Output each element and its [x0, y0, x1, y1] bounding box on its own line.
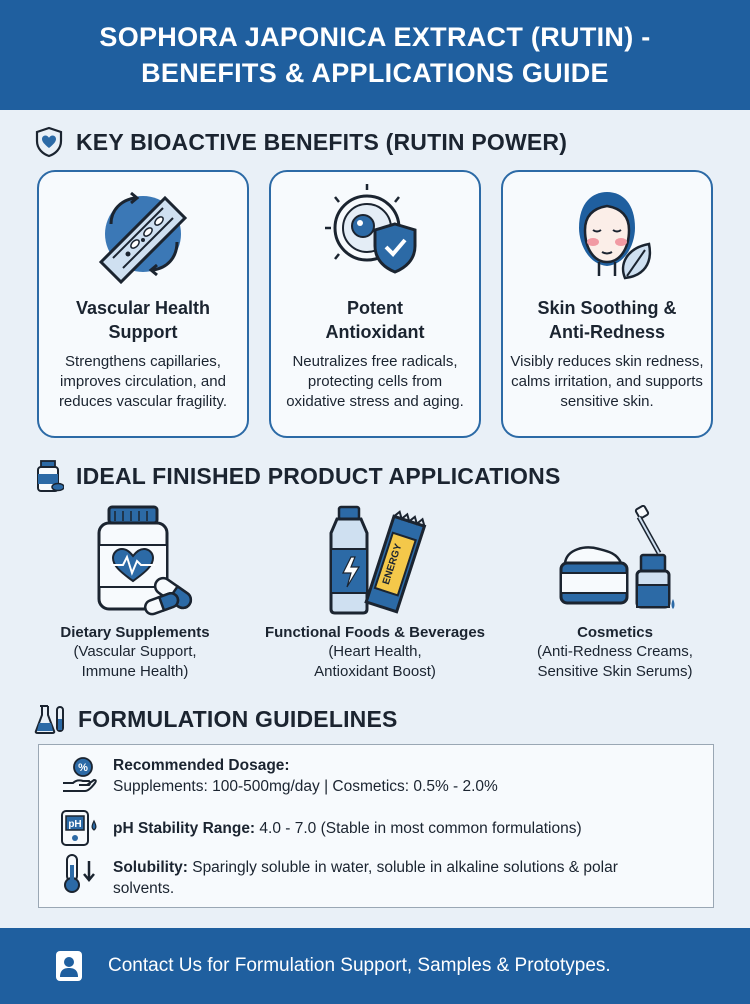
- solubility-label: Solubility:: [113, 859, 188, 876]
- benefit-card-title: Vascular Health Support: [75, 298, 211, 342]
- application-description: (Anti-Redness Creams, Sensitive Skin Serums): [537, 643, 693, 680]
- dosage-hand-icon: [59, 755, 99, 795]
- supplement-bottle-icon: [34, 459, 64, 493]
- page-header: [0, 0, 750, 110]
- energy-bar-label: ENERGY: [380, 542, 405, 587]
- guidelines-section-title: [34, 703, 398, 735]
- application-title: Functional Foods & Beverages: [264, 624, 486, 641]
- face-leaf-icon: [557, 184, 657, 284]
- guideline-dosage: [59, 755, 683, 797]
- blood-vessel-icon: [93, 184, 193, 284]
- lab-flask-icon: [34, 703, 66, 735]
- benefit-card-description: Visibly reduces skin redness, calms irritation, and supports sensitive skin.: [510, 353, 704, 410]
- cream-serum-icon: [555, 505, 675, 617]
- guidelines-box: [38, 744, 714, 908]
- application-dietary-supplements: [15, 505, 255, 682]
- contact-cta-text[interactable]: Contact Us for Formulation Support, Samples & Prototypes.: [108, 955, 611, 976]
- solubility-value: Sparingly soluble in water, soluble in alkaline solutions & polar solvents.: [113, 859, 618, 897]
- ph-value: 4.0 - 7.0 (Stable in most common formulations): [255, 820, 582, 837]
- dosage-value: Supplements: 100-500mg/day | Cosmetics: 0.5% - 2.0%: [113, 778, 498, 795]
- ph-meter-icon: [59, 809, 99, 849]
- benefits-heading: KEY BIOACTIVE BENEFITS (RUTIN POWER): [76, 128, 568, 155]
- benefit-card-antioxidant: [269, 170, 481, 438]
- dosage-label: Recommended Dosage:: [113, 757, 290, 774]
- benefit-card-vascular: [37, 170, 249, 438]
- thermometer-icon: [59, 853, 99, 893]
- applications-section-title: [34, 459, 561, 493]
- shield-heart-icon: [34, 126, 64, 158]
- benefit-card-title: Potent Antioxidant: [325, 298, 425, 342]
- application-description: (Vascular Support, Immune Health): [73, 643, 197, 680]
- application-description: (Heart Health, Antioxidant Boost): [314, 643, 436, 680]
- benefit-card-description: Neutralizes free radicals, protecting cells from oxidative stress and aging.: [286, 353, 464, 410]
- benefit-card-skin: [501, 170, 713, 438]
- contact-footer[interactable]: [0, 928, 750, 1004]
- application-title: Dietary Supplements: [60, 624, 210, 641]
- benefit-card-title: Skin Soothing & Anti-Redness: [537, 298, 677, 342]
- cell-shield-icon: [325, 184, 425, 284]
- ph-text: [113, 818, 683, 839]
- contact-card-icon: [54, 949, 84, 983]
- guidelines-heading: FORMULATION GUIDELINES: [78, 705, 398, 732]
- svg-text:%: %: [78, 762, 88, 774]
- drink-energy-bar-icon: [315, 505, 435, 617]
- benefit-card-description: Strengthens capillaries, improves circulation, and reduces vascular fragility.: [58, 353, 228, 410]
- dosage-text: [113, 755, 683, 797]
- ph-label: pH Stability Range:: [113, 820, 256, 837]
- applications-heading: IDEAL FINISHED PRODUCT APPLICATIONS: [76, 462, 561, 489]
- page-title-line1: SOPHORA JAPONICA EXTRACT (RUTIN) -: [99, 22, 651, 52]
- ph-icon-label: pH: [68, 819, 82, 830]
- application-functional-foods: [255, 505, 495, 682]
- page-title-line2: BENEFITS & APPLICATIONS GUIDE: [141, 58, 609, 88]
- guideline-solubility: [59, 853, 683, 899]
- pill-bottle-icon: [75, 505, 195, 617]
- guideline-ph: [59, 809, 683, 849]
- application-title: Cosmetics: [577, 624, 653, 641]
- application-cosmetics: [495, 505, 735, 682]
- solubility-text: [113, 857, 683, 899]
- benefits-section-title: [34, 126, 567, 158]
